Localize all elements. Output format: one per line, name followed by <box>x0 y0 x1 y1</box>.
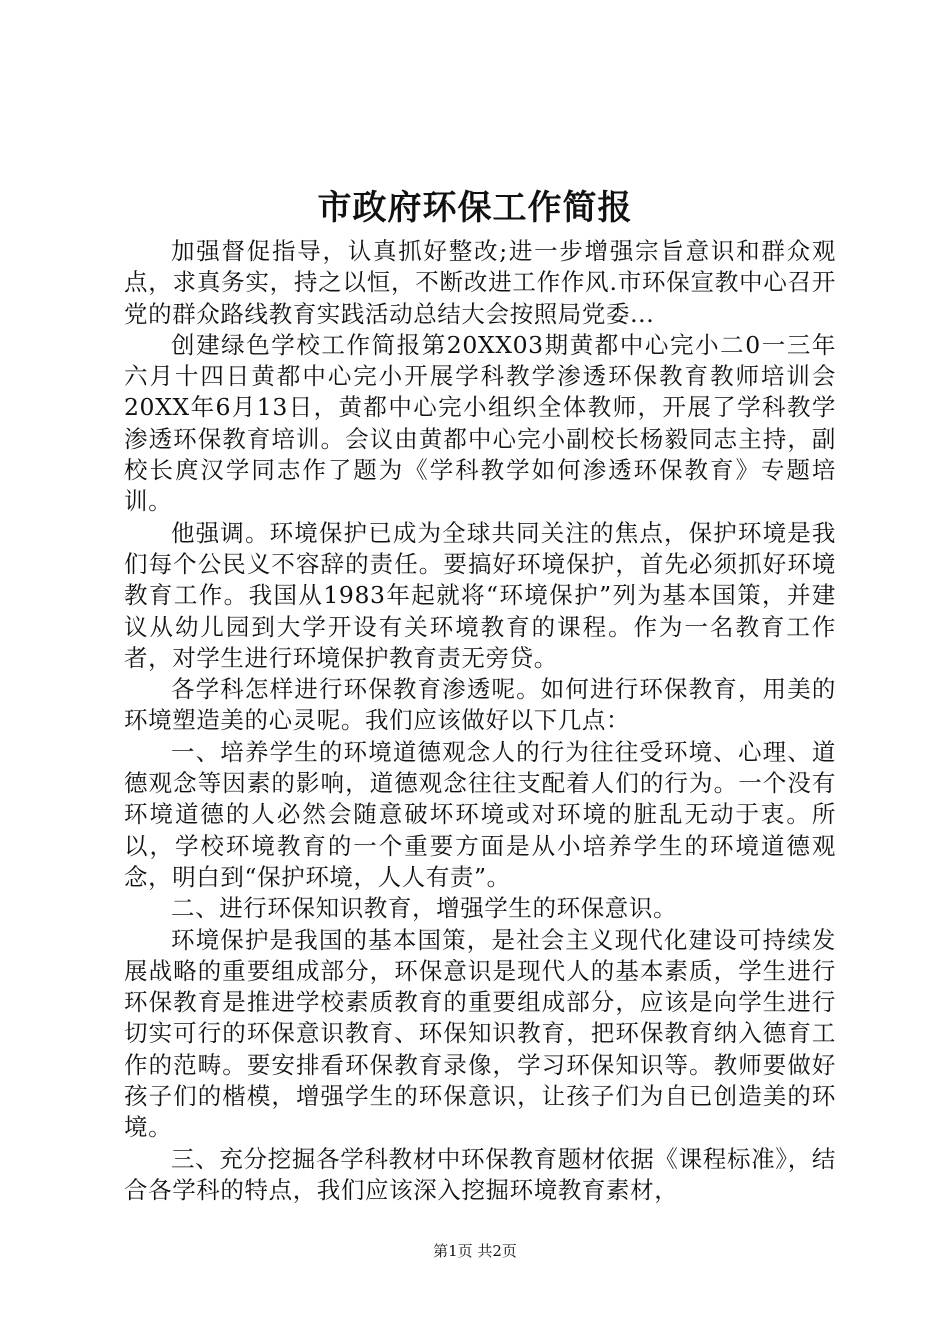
paragraph: 创建绿色学校工作简报第20XX03期黄都中心完小二0一三年六月十四日黄都中心完小开展学科教学渗透环保教育教师培训会20XX年6月13日，黄都中心完小组织全体教师，开展了学科教学渗透环保教育培训。会议由黄都中心完小副校长杨毅同志主持，副校长庹汉学同志作了题为《学科教学如何渗透环保教育》专题培训。 <box>124 330 836 516</box>
paragraph: 三、充分挖掘各学科教材中环保教育题材依据《课程标准》，结合各学科的特点，我们应该深入挖掘环境教育素材， <box>124 1144 836 1204</box>
paragraph: 加强督促指导，认真抓好整改;进一步增强宗旨意识和群众观点，求真务实，持之以恒，不断改进工作作风.市环保宣教中心召开党的群众路线教育实践活动总结大会按照局党委... <box>124 237 836 328</box>
paragraph: 环境保护是我国的基本国策，是社会主义现代化建设可持续发展战略的重要组成部分，环保意识是现代人的基本素质，学生进行环保教育是推进学校素质教育的重要组成部分，应该是向学生进行切实可行的环保意识教育、环保知识教育，把环保教育纳入德育工作的范畴。要安排看环保教育录像，学习环保知识等。教师要做好孩子们的楷模，增强学生的环保意识，让孩子们为自已创造美的环境。 <box>124 925 836 1142</box>
document-body <box>124 236 836 1206</box>
page-number-footer: 第1页 共2页 <box>433 1242 517 1260</box>
document-title: 市政府环保工作简报 <box>317 188 633 228</box>
paragraph: 一、培养学生的环境道德观念人的行为往往受环境、心理、道德观念等因素的影响，道德观念往往支配着人们的行为。一个没有环境道德的人必然会随意破坏环境或对环境的脏乱无动于衷。所以，学校环境教育的一个重要方面是从小培养学生的环境道德观念，明白到“保护环境，人人有责”。 <box>124 737 836 891</box>
paragraph: 他强调。环境保护已成为全球共同关注的焦点，保护环境是我们每个公民义不容辞的责任。要搞好环境保护，首先必须抓好环境教育工作。我国从1983年起就将“环境保护”列为基本国策，并建议从幼儿园到大学开设有关环境教育的课程。作为一名教育工作者，对学生进行环境保护教育责无旁贷。 <box>124 518 836 672</box>
paragraph: 各学科怎样进行环保教育渗透呢。如何进行环保教育，用美的环境塑造美的心灵呢。我们应该做好以下几点： <box>124 675 836 735</box>
paragraph: 二、进行环保知识教育，增强学生的环保意识。 <box>171 894 678 923</box>
